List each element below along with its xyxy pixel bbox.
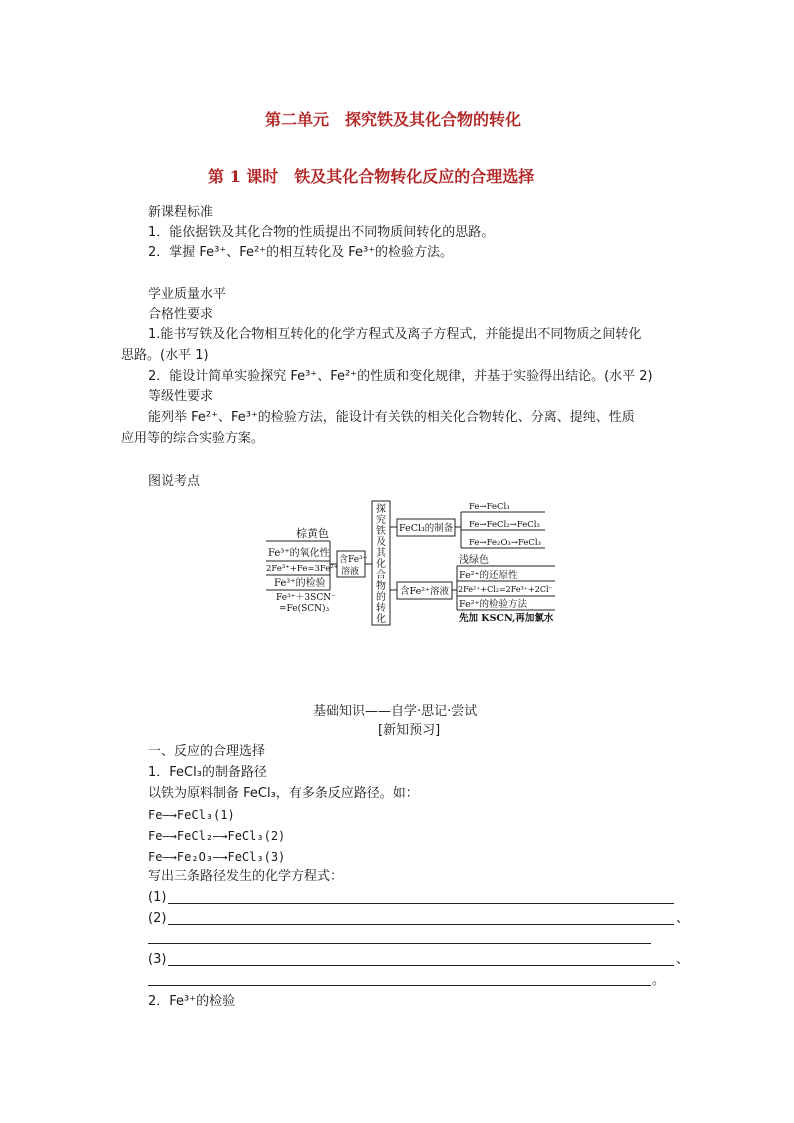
answer-blank-2b[interactable] (148, 943, 651, 944)
lower-color: 浅绿色 (459, 555, 489, 566)
left-box-line1: 含Fe³⁺ (339, 555, 368, 565)
left-eq2b: =Fe(SCN)₃ (279, 604, 330, 614)
qualified-heading: 合格性要求 (148, 307, 214, 322)
center-char: 探 (376, 504, 386, 515)
quality-item-1-line-2: 思路。(水平 1) (121, 348, 209, 363)
route-1: Fe—→FeCl₃(1) (148, 808, 235, 822)
answer-period: 。 (652, 973, 666, 988)
basics-sub-header: [新知预习] (378, 723, 441, 738)
answer-blank-3a[interactable] (168, 965, 674, 966)
lower-box-label: 含Fe²⁺溶液 (400, 586, 450, 597)
prompt-text: 写出三条路径发生的化学方程式： (148, 869, 344, 884)
center-char: 转 (376, 603, 386, 614)
grade-line-1: 能列举 Fe²⁺、Fe³⁺的检验方法，能设计有关铁的相关化合物转化、分离、提纯、性质 (148, 410, 635, 425)
center-char: 及 (376, 537, 386, 548)
lower-eq: 2Fe²⁺+Cl₂=2Fe³⁺+2Cl⁻ (458, 585, 553, 594)
left-oxidizing: Fe³⁺的氧化性 (268, 548, 330, 559)
answer-comma-2: 、 (676, 911, 690, 926)
upper-box-label: FeCl₃的制备 (399, 523, 454, 534)
center-char: 铁 (376, 526, 386, 537)
upper-bracket (455, 512, 461, 548)
left-eq2a: Fe³⁺＋3SCN⁻ (276, 593, 336, 603)
lower-test-method: 先加 KSCN,再加氯水 (459, 613, 554, 624)
left-box-line2: 溶液 (341, 567, 360, 577)
lower-reducing: Fe²⁺的还原性 (459, 570, 518, 581)
section-1-heading: 一、反应的合理选择 (148, 744, 266, 759)
answer-label-2: (2) (148, 911, 167, 926)
diagram-heading: 图说考点 (148, 474, 201, 489)
upper-route-3: Fe→Fe₂O₃→FeCl₃ (469, 538, 542, 548)
quality-item-2: 2．能设计简单实验探究 Fe³⁺、Fe²⁺的性质和变化规律，并基于实验得出结论。(水平 2) (148, 369, 653, 384)
quality-heading: 学业质量水平 (148, 287, 227, 302)
center-char: 合 (376, 570, 386, 581)
curriculum-item-1: 1．能依据铁及其化合物的性质提出不同物质间转化的思路。 (148, 225, 495, 240)
center-char: 物 (376, 581, 386, 592)
route-3: Fe—→Fe₂O₃—→FeCl₃(3) (148, 850, 286, 864)
quality-item-1-line-1: 1.能书写铁及化合物相互转化的化学方程式及离子方程式，并能提出不同物质之间转化 (148, 327, 642, 342)
lesson-title: 第 1 课时 铁及其化合物转化反应的合理选择 (208, 167, 535, 186)
answer-blank-3b[interactable] (148, 985, 651, 986)
left-eq1: 2Fe³⁺+Fe=3Fe²⁺ (266, 564, 339, 574)
answer-comma-3: 、 (676, 952, 690, 967)
intro-text: 以铁为原料制备 FeCl₃，有多条反应路径。如： (148, 786, 419, 801)
upper-route-1: Fe→FeCl₃ (469, 502, 510, 512)
lower-test: Fe²⁺的检验方法 (459, 599, 528, 610)
grade-line-2: 应用等的综合实验方案。 (121, 431, 265, 446)
answer-label-3: (3) (148, 952, 167, 967)
basics-header: 基础知识——自学·思记·尝试 (313, 704, 478, 719)
unit-title: 第二单元 探究铁及其化合物的转化 (265, 110, 522, 129)
curriculum-heading: 新课程标准 (148, 205, 214, 220)
left-test: Fe³⁺的检验 (274, 578, 326, 589)
left-color: 棕黄色 (296, 527, 329, 540)
center-char: 化 (376, 614, 386, 625)
center-char: 究 (376, 515, 386, 526)
answer-label-1: (1) (148, 890, 167, 905)
grade-heading: 等级性要求 (148, 389, 214, 404)
route-2: Fe—→FeCl₂—→FeCl₃(2) (148, 829, 286, 843)
center-char: 化 (376, 559, 386, 570)
answer-blank-1[interactable] (168, 903, 674, 904)
sub-1-heading: 1．FeCl₃的制备路径 (148, 765, 267, 780)
center-char: 的 (376, 592, 386, 603)
curriculum-item-2: 2．掌握 Fe³⁺、Fe²⁺的相互转化及 Fe³⁺的检验方法。 (148, 245, 454, 260)
lower-bracket (452, 566, 457, 610)
answer-blank-2a[interactable] (168, 924, 674, 925)
center-char: 其 (376, 548, 386, 559)
upper-route-2: Fe→FeCl₂→FeCl₃ (469, 520, 540, 530)
sub-2-heading: 2．Fe³⁺的检验 (148, 994, 236, 1009)
